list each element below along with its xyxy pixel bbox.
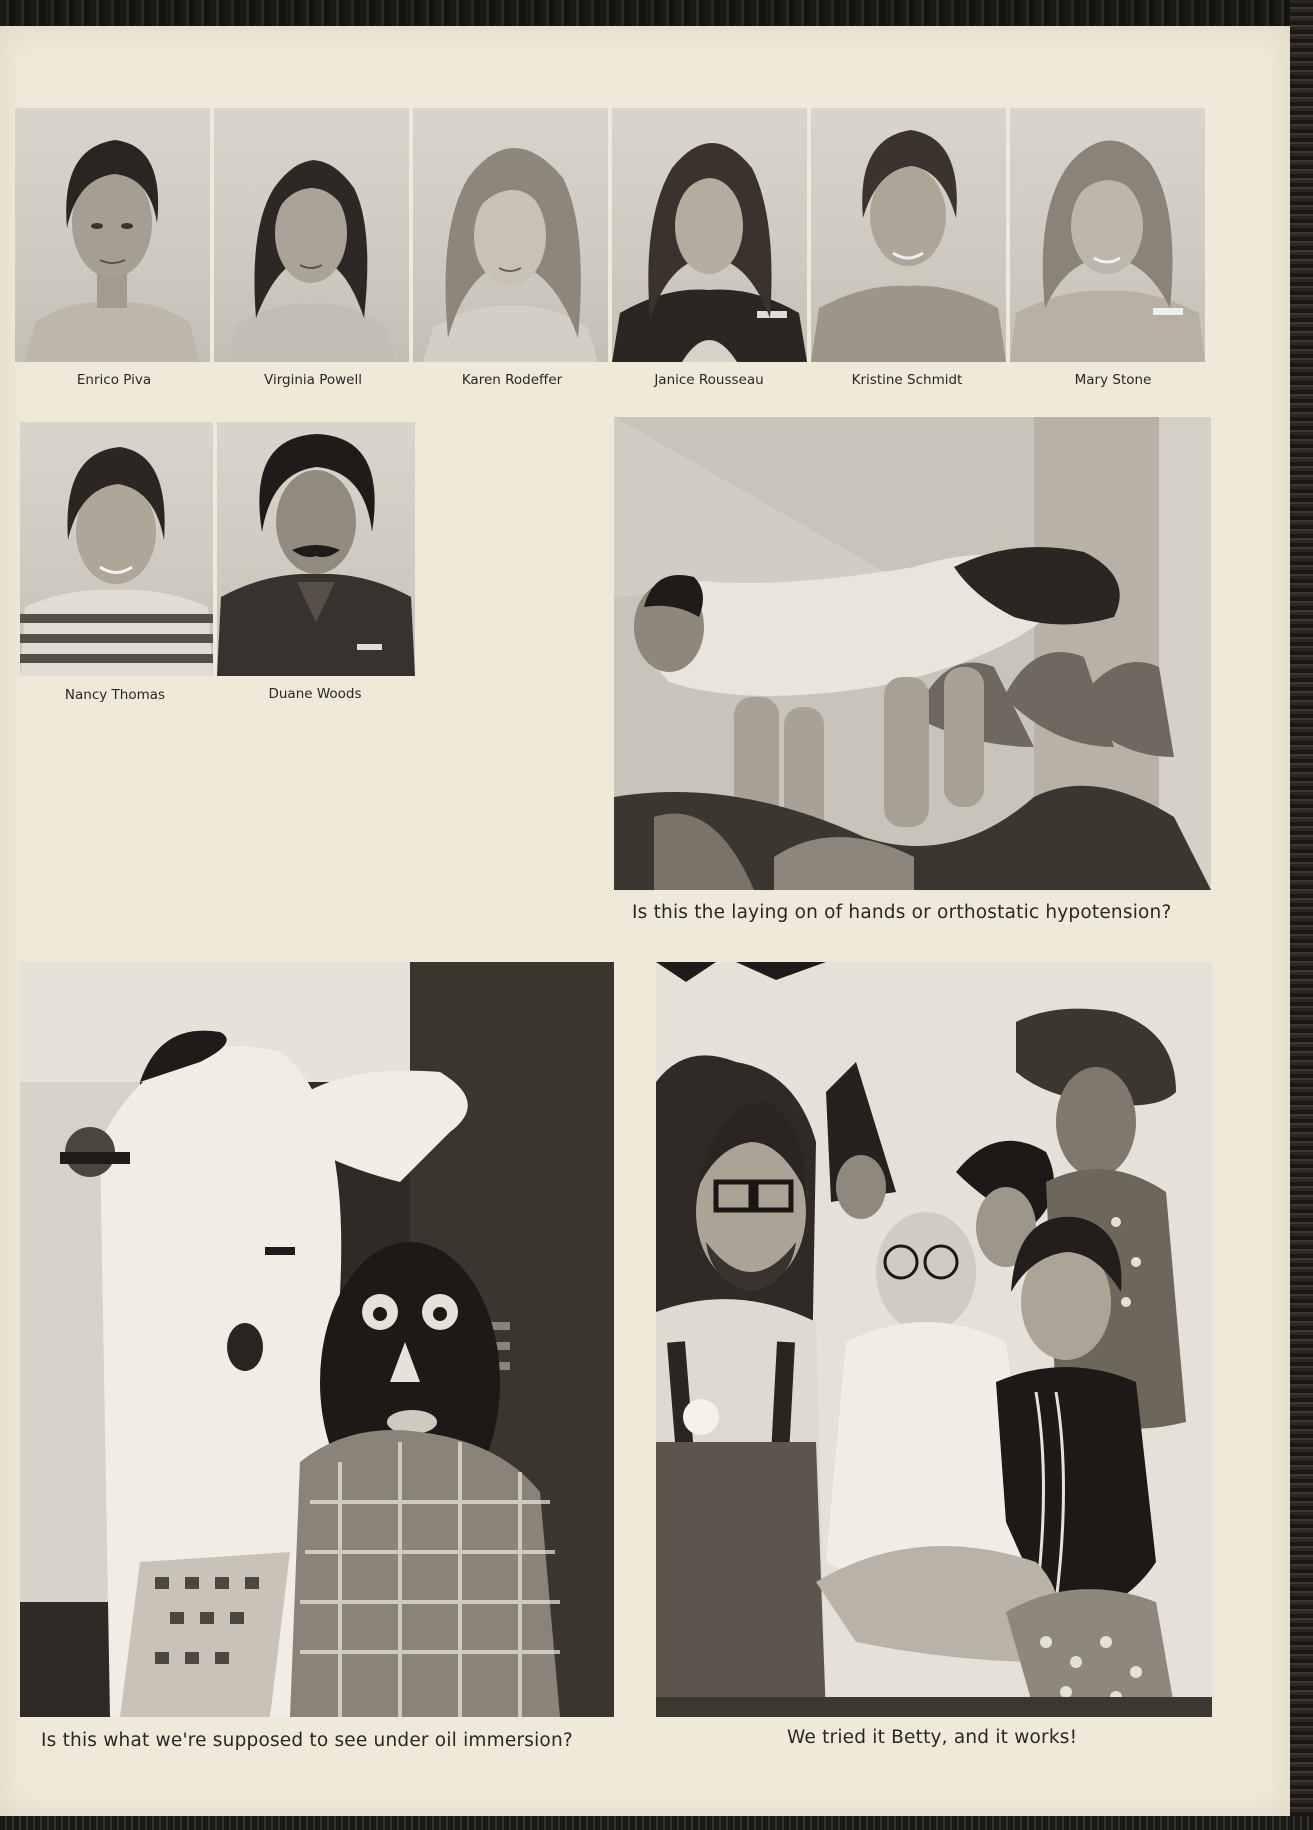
- portrait-name: Janice Rousseau: [654, 372, 764, 388]
- scan-edge-right: [1290, 0, 1313, 1830]
- portrait-name: Enrico Piva: [76, 372, 152, 388]
- photo-costumes: [20, 962, 614, 1717]
- lift-photo-caption: Is this the laying on of hands or orthostatic hypotension?: [632, 902, 1172, 923]
- photo-party-group: [656, 962, 1212, 1717]
- portrait-enrico-piva: [15, 108, 210, 362]
- portrait-name: Duane Woods: [268, 686, 362, 702]
- scan-edge-top: [0, 0, 1313, 26]
- scan-edge-bottom: [0, 1816, 1313, 1830]
- portrait-nancy-thomas: [20, 422, 213, 676]
- portrait-virginia-powell: [214, 108, 409, 362]
- portrait-kristine-schmidt: [811, 108, 1006, 362]
- portrait-name: Virginia Powell: [264, 372, 362, 388]
- portrait-janice-rousseau: [612, 108, 807, 362]
- party-photo-caption: We tried it Betty, and it works!: [787, 1727, 1078, 1748]
- portrait-name: Kristine Schmidt: [851, 372, 963, 388]
- portrait-duane-woods: [217, 422, 415, 676]
- portrait-name: Mary Stone: [1074, 372, 1152, 388]
- portrait-name: Nancy Thomas: [64, 687, 166, 703]
- portrait-mary-stone: [1010, 108, 1205, 362]
- portrait-name: Karen Rodeffer: [461, 372, 563, 388]
- photo-lifted-person: [614, 417, 1211, 890]
- costume-photo-caption: Is this what we're supposed to see under oil immersion?: [41, 1730, 573, 1751]
- portrait-karen-rodeffer: [413, 108, 608, 362]
